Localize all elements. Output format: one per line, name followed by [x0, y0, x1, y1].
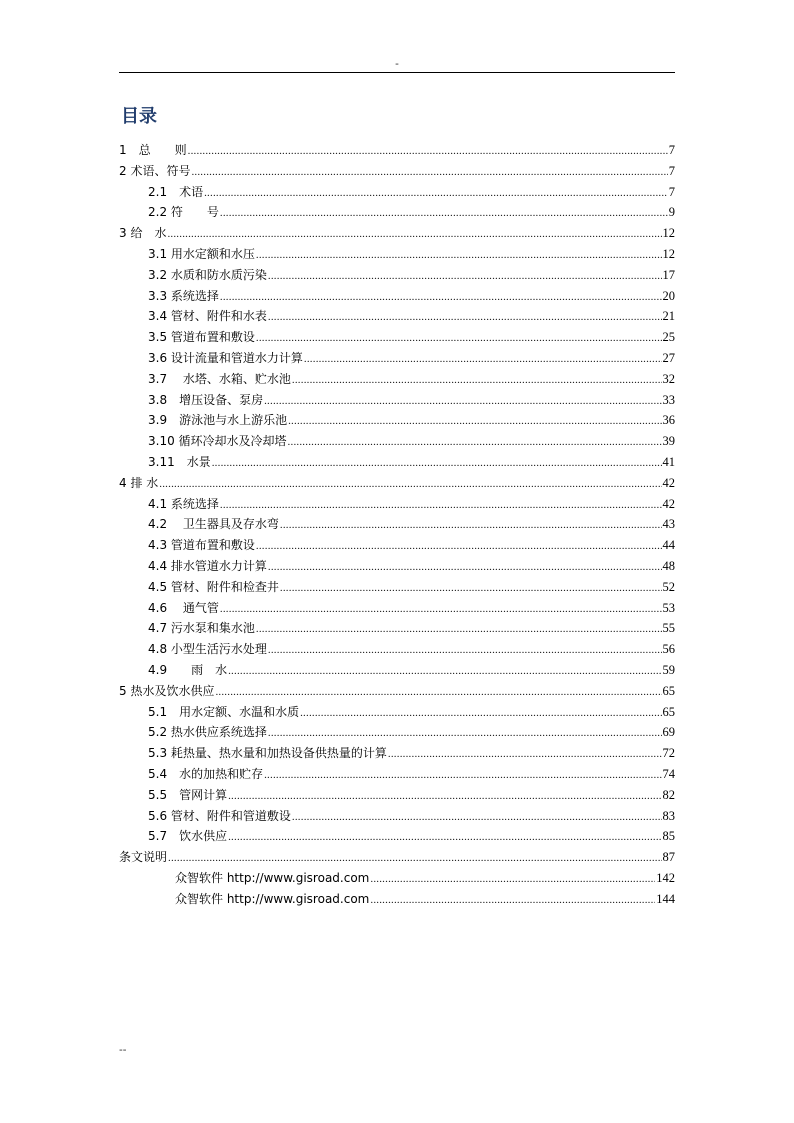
- toc-entry-page: 12: [662, 226, 675, 241]
- toc-entry-label: 3.10 循环冷却水及冷却塔: [148, 434, 287, 449]
- toc-entry-label: 3.1 用水定额和水压: [148, 246, 255, 261]
- dot-leader: [167, 224, 661, 245]
- toc-entry-label: 2.2 符 号: [148, 205, 219, 220]
- toc-entry-page: 43: [662, 517, 675, 532]
- dot-leader: [168, 848, 661, 869]
- toc-entry-label: 3.7 水塔、水箱、贮水池: [148, 371, 291, 386]
- dot-leader: [304, 349, 662, 370]
- toc-entry[interactable]: [119, 889, 675, 910]
- toc-entry-page: 7: [668, 163, 675, 178]
- dot-leader: [204, 183, 668, 204]
- toc-entry-page: 17: [662, 267, 675, 282]
- toc-entry[interactable]: [119, 473, 675, 494]
- dot-leader: [159, 474, 661, 495]
- dot-leader: [228, 827, 661, 848]
- dot-leader: [212, 453, 662, 474]
- toc-entry-page: 36: [662, 413, 675, 428]
- toc-entry-label: 3.3 系统选择: [148, 288, 219, 303]
- toc-entry-label: 3 给 水: [119, 226, 167, 241]
- toc-entry[interactable]: [119, 431, 675, 452]
- toc-entry-label: 5.7 饮水供应: [148, 829, 228, 844]
- dot-leader: [288, 411, 661, 432]
- toc-entry[interactable]: [119, 681, 675, 702]
- toc-entry-label: 4.2 卫生器具及存水弯: [148, 517, 279, 532]
- toc-entry-label: 4.8 小型生活污水处理: [148, 642, 267, 657]
- toc-entry-page: 59: [662, 662, 675, 677]
- toc-entry-label: 条文说明: [119, 850, 168, 865]
- toc-entry-page: 12: [662, 246, 675, 261]
- toc-entry-label: 2.1 术语: [148, 184, 204, 199]
- toc-entry-label: 4.9 雨 水: [148, 662, 228, 677]
- toc-entry-page: 55: [662, 621, 675, 636]
- toc-entry-page: 44: [662, 538, 675, 553]
- toc-entry[interactable]: [119, 577, 675, 598]
- dot-leader: [264, 765, 661, 786]
- toc-entry-label: 5.5 管网计算: [148, 787, 228, 802]
- dot-leader: [268, 640, 662, 661]
- toc-entry-label: 4.3 管道布置和敷设: [148, 538, 255, 553]
- dot-leader: [256, 536, 662, 557]
- toc-entry-page: 53: [662, 600, 675, 615]
- toc-entry[interactable]: [119, 806, 675, 827]
- toc-entry-page: 9: [668, 205, 675, 220]
- toc-entry-page: 7: [668, 143, 675, 157]
- toc-entry-page: 41: [662, 454, 675, 469]
- header-rule: [119, 72, 675, 73]
- toc-entry[interactable]: [119, 556, 675, 577]
- dot-leader: [228, 786, 661, 807]
- toc-entry-page: 32: [662, 371, 675, 386]
- toc-entry[interactable]: [119, 785, 675, 806]
- toc-entry[interactable]: [119, 327, 675, 348]
- toc-entry-label: 4.7 污水泵和集水池: [148, 621, 255, 636]
- toc-entry-label: 3.6 设计流量和管道水力计算: [148, 350, 303, 365]
- toc-entry-page: 83: [662, 808, 675, 823]
- toc-entry-page: 87: [662, 850, 675, 865]
- dot-leader: [280, 578, 662, 599]
- dot-leader: [370, 890, 655, 911]
- toc-entry-page: 7: [668, 184, 675, 199]
- toc-entry-page: 33: [662, 392, 675, 407]
- toc-entry-label: 4.1 系统选择: [148, 496, 219, 511]
- toc-entry[interactable]: [119, 265, 675, 286]
- dot-leader: [388, 744, 662, 765]
- toc-entry[interactable]: [119, 390, 675, 411]
- toc-entry-page: 69: [662, 725, 675, 740]
- table-of-contents: [119, 140, 675, 909]
- toc-entry-label: 3.8 增压设备、泵房: [148, 392, 264, 407]
- toc-entry-page: 65: [662, 683, 675, 698]
- toc-entry[interactable]: [119, 286, 675, 307]
- toc-entry[interactable]: [119, 452, 675, 473]
- toc-entry-page: 52: [662, 579, 675, 594]
- toc-entry-label: 4.5 管材、附件和检查井: [148, 579, 279, 594]
- dot-leader: [280, 515, 662, 536]
- toc-entry-page: 74: [662, 766, 675, 781]
- dot-leader: [256, 245, 662, 266]
- toc-entry-label: 3.2 水质和防水质污染: [148, 267, 267, 282]
- toc-entry-label: 4 排 水: [119, 475, 159, 490]
- toc-entry[interactable]: [119, 702, 675, 723]
- toc-entry-label: 3.9 游泳池与水上游乐池: [148, 413, 288, 428]
- toc-entry[interactable]: [119, 847, 675, 868]
- toc-entry[interactable]: [119, 494, 675, 515]
- toc-entry-page: 20: [662, 288, 675, 303]
- dot-leader: [288, 432, 662, 453]
- toc-entry[interactable]: [119, 743, 675, 764]
- toc-entry-page: 65: [662, 704, 675, 719]
- toc-entry[interactable]: [119, 244, 675, 265]
- toc-entry-page: 144: [656, 891, 675, 906]
- dot-leader: [292, 807, 662, 828]
- toc-entry-label: 3.4 管材、附件和水表: [148, 309, 267, 324]
- toc-entry[interactable]: [119, 868, 675, 889]
- toc-entry-page: 85: [662, 829, 675, 844]
- toc-entry-label: 2 术语、符号: [119, 163, 191, 178]
- toc-entry-page: 27: [662, 350, 675, 365]
- footer-mark: --: [119, 1043, 127, 1056]
- toc-entry-label: 4.4 排水管道水力计算: [148, 558, 267, 573]
- dot-leader: [215, 682, 661, 703]
- dot-leader: [191, 162, 667, 183]
- dot-leader: [256, 328, 662, 349]
- dot-leader: [268, 266, 662, 287]
- toc-entry-page: 42: [662, 475, 675, 490]
- toc-entry-label: 5.6 管材、附件和管道敷设: [148, 808, 291, 823]
- dot-leader: [268, 307, 662, 328]
- toc-entry[interactable]: [119, 348, 675, 369]
- toc-entry[interactable]: [119, 369, 675, 390]
- toc-entry[interactable]: [119, 598, 675, 619]
- toc-entry-label: 5.2 热水供应系统选择: [148, 725, 267, 740]
- toc-entry[interactable]: [119, 202, 675, 223]
- toc-entry-label: 4.6 通气管: [148, 600, 219, 615]
- toc-entry[interactable]: [119, 722, 675, 743]
- toc-entry-page: 56: [662, 642, 675, 657]
- dot-leader: [220, 203, 668, 224]
- toc-entry[interactable]: [119, 182, 675, 203]
- toc-entry-label: 众智软件 http://www.gisroad.com: [175, 891, 370, 906]
- toc-entry[interactable]: [119, 410, 675, 431]
- toc-entry[interactable]: [119, 639, 675, 660]
- toc-entry[interactable]: [119, 535, 675, 556]
- toc-entry[interactable]: [119, 514, 675, 535]
- toc-entry-page: 48: [662, 558, 675, 573]
- toc-entry[interactable]: [119, 223, 675, 244]
- dot-leader: [264, 391, 661, 412]
- toc-entry-page: 42: [662, 496, 675, 511]
- toc-entry-label: 5.1 用水定额、水温和水质: [148, 704, 300, 719]
- toc-entry[interactable]: [119, 140, 675, 161]
- toc-entry-label: 众智软件 http://www.gisroad.com: [175, 870, 370, 885]
- header-mark: -: [395, 57, 399, 70]
- toc-entry-label: 3.11 水景: [148, 454, 211, 469]
- toc-entry-page: 39: [662, 434, 675, 449]
- dot-leader: [268, 557, 662, 578]
- toc-entry-page: 82: [662, 787, 675, 802]
- toc-entry[interactable]: [119, 764, 675, 785]
- toc-entry-label: 1 总 则: [119, 143, 187, 157]
- dot-leader: [370, 869, 655, 890]
- toc-entry[interactable]: [119, 618, 675, 639]
- dot-leader: [300, 703, 661, 724]
- dot-leader: [228, 661, 661, 682]
- toc-entry-label: 5.4 水的加热和贮存: [148, 766, 264, 781]
- toc-entry[interactable]: [119, 660, 675, 681]
- dot-leader: [256, 619, 662, 640]
- dot-leader: [188, 141, 668, 162]
- dot-leader: [268, 723, 662, 744]
- toc-entry-label: 5.3 耗热量、热水量和加热设备供热量的计算: [148, 746, 387, 761]
- dot-leader: [220, 495, 662, 516]
- dot-leader: [220, 287, 662, 308]
- toc-title: 目录: [121, 106, 157, 127]
- toc-entry-label: 5 热水及饮水供应: [119, 683, 215, 698]
- toc-entry-page: 72: [662, 746, 675, 761]
- toc-entry[interactable]: [119, 826, 675, 847]
- toc-entry[interactable]: [119, 306, 675, 327]
- dot-leader: [220, 599, 662, 620]
- dot-leader: [292, 370, 662, 391]
- toc-entry[interactable]: [119, 161, 675, 182]
- toc-entry-page: 142: [656, 870, 675, 885]
- toc-entry-page: 25: [662, 330, 675, 345]
- toc-entry-page: 21: [662, 309, 675, 324]
- toc-entry-label: 3.5 管道布置和敷设: [148, 330, 255, 345]
